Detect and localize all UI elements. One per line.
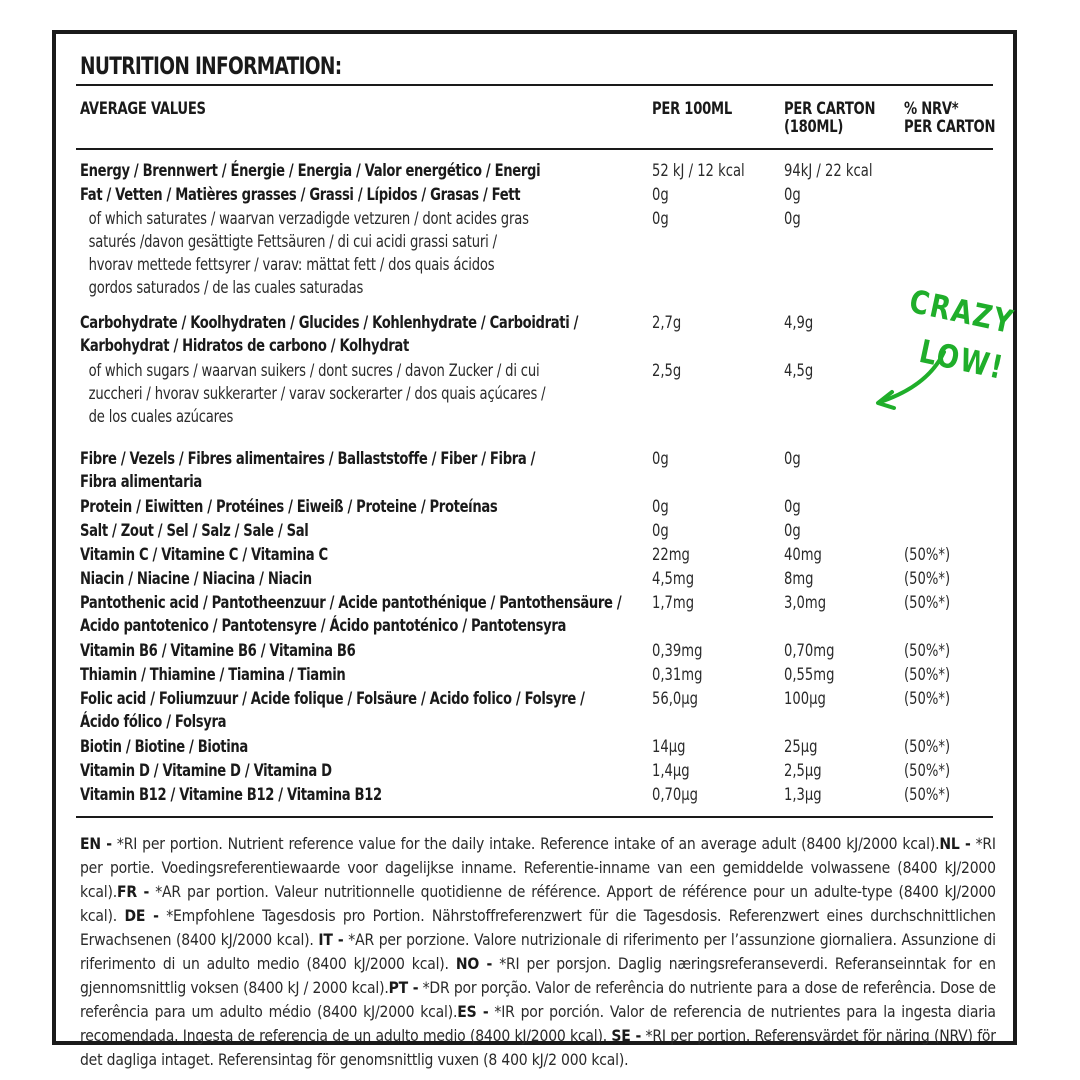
value-per-100ml: 0g [652,185,669,205]
nutrient-name-line: Fat / Vetten / Matières grasses / Grassi / Lípidos / Grasas / Fett [80,185,521,205]
value-per-100ml: 0g [652,449,669,469]
nutrient-name-line: Folic acid / Foliumzuur / Acide folique / Folsäure / Acido folico / Folsyre / [80,689,585,709]
value-per-100ml: 2,5g [652,361,682,381]
value-per-carton: 100µg [784,689,826,709]
nutrient-name-line: Karbohydrat / Hidratos de carbono / Kolhydrat [80,336,409,356]
value-per-carton: 2,5µg [784,761,822,781]
nutrient-name [80,520,596,543]
value-per-100ml: 22mg [652,545,690,565]
header-per-carton: PER CARTON (180ML) [784,99,876,137]
nutrient-name-line: Pantothenic acid / Pantotheenzuur / Acide pantothénique / Pantothensäure / [80,593,622,613]
callout-arrow-icon [856,256,1036,416]
nutrient-name-line: of which saturates / waarvan verzadigde vetzuren / dont acides gras [88,209,529,229]
nutrient-name-line: Fibra alimentaria [80,472,202,492]
value-per-carton: 94kJ / 22 kcal [784,161,873,181]
footnote-text: *AR par portion. Valeur nutritionnelle quotidienne de référence. Apport de référence pour un adulte-type (8400 kJ/2000 kcal). [80,882,996,925]
nutrient-name [80,496,596,519]
nutrient-name-line: Vitamin B12 / Vitamine B12 / Vitamina B12 [80,785,382,805]
nutrient-name [80,664,596,687]
footnote-text: *DR por porção. Valor de referência do nutriente para a dose de referência. Dose de referência para um adulto médio (8400 kJ/2000 kcal). [80,978,996,1021]
value-per-carton: 4,5g [784,361,814,381]
nutrient-name [80,312,596,358]
value-nrv: (50%*) [904,545,951,565]
nutrient-name [80,360,605,429]
nutrient-name [80,688,596,734]
value-nrv: (50%*) [904,689,951,709]
nutrient-name-line: saturés /davon gesättigte Fettsäuren / di cui acidi grassi saturi / [88,232,497,252]
panel-title: NUTRITION INFORMATION: [80,52,342,80]
footnotes [80,832,996,1072]
value-per-100ml: 0g [652,209,669,229]
footnote-lang-code: NL - [939,834,971,853]
value-per-carton: 0g [784,209,801,229]
value-per-carton: 4,9g [784,313,814,333]
nutrient-name-line: Carbohydrate / Koolhydraten / Glucides / Kohlenhydrate / Carboidrati / [80,313,579,333]
nutrient-name-line: Vitamin B6 / Vitamine B6 / Vitamina B6 [80,641,356,661]
nutrient-name [80,184,596,207]
value-nrv: (50%*) [904,785,951,805]
nutrient-name [80,592,622,638]
footnote-text: *RI per portie. Voedingsreferentiewaarde voor dagelijkse inname. Referentie-inname van een gemiddelde volwassene (8400 kJ/2000 kcal). [80,834,996,901]
header-nrv: % NRV* PER CARTON [904,99,996,137]
footnote-text: *AR per porzione. Valore nutrizionale di riferimento per l’assunzione giornaliera. Assunzione di riferimento di un adulto medio (8400 kJ/2000 kcal). [80,930,996,973]
nutrient-name-line: Energy / Brennwert / Énergie / Energia / Valor energético / Energi [80,161,541,181]
footnote-lang-code: PT - [388,978,419,997]
nutrient-name-line: Thiamin / Thiamine / Tiamina / Tiamin [80,665,346,685]
value-per-100ml: 0g [652,497,669,517]
nutrient-name-line: de los cuales azúcares [88,407,234,427]
footnote-text: *IR por porción. Valor de referencia de nutrientes para la ingesta diaria recomendada. Ingesta de referencia de un adulto medio (8400 kJ/2000 kcal). [80,1002,996,1045]
footnote-lang-code: ES - [457,1002,489,1021]
value-per-100ml: 0,70µg [652,785,698,805]
value-nrv: (50%*) [904,737,951,757]
nutrient-name [80,640,596,663]
value-per-100ml: 2,7g [652,313,682,333]
nutrient-name [80,760,596,783]
nutrient-name-line: Niacin / Niacine / Niacina / Niacin [80,569,312,589]
footnote-lang-code: SE - [611,1026,642,1045]
divider-footnotes [76,816,993,818]
value-per-100ml: 56,0µg [652,689,698,709]
footnote-text: *RI per portion. Nutrient reference value for the daily intake. Reference intake of an average adult (8400 kJ/2000 kcal). [111,834,940,853]
value-per-carton: 1,3µg [784,785,822,805]
nutrient-name-line: Vitamin D / Vitamine D / Vitamina D [80,761,332,781]
value-per-100ml: 0g [652,521,669,541]
nutrient-name-line: of which sugars / waarvan suikers / dont sucres / davon Zucker / di cui [88,361,540,381]
value-per-carton: 40mg [784,545,822,565]
value-per-carton: 3,0mg [784,593,827,613]
nutrient-name [80,784,596,807]
callout-line1: CRAZY [906,282,1018,342]
value-per-100ml: 4,5mg [652,569,695,589]
value-nrv: (50%*) [904,761,951,781]
nutrient-name [80,568,596,591]
footnote-lang-code: DE - [124,906,159,925]
nutrient-name-line: Protein / Eiwitten / Protéines / Eiweiß / Proteine / Proteínas [80,497,498,517]
nutrient-name-line: Biotin / Biotine / Biotina [80,737,248,757]
nutrient-name-line: Fibre / Vezels / Fibres alimentaires / Ballaststoffe / Fiber / Fibra / [80,449,536,469]
footnote-text: *Empfohlene Tagesdosis pro Portion. Nährstoffreferenzwert für die Tagesdosis. Referenzwert eines durchschnittlichen Erwachsenen (8400 kJ/2000 kcal). [80,906,996,949]
header-per-100ml: PER 100ML [652,99,732,119]
nutrient-name [80,448,596,494]
value-per-carton: 0g [784,497,801,517]
value-per-carton: 8mg [784,569,814,589]
footnote-text: *RI per porsjon. Daglig næringsreferanseverdi. Referanseinntak for en gjennomsnittlig voksen (8400 kJ / 2000 kcal). [80,954,996,997]
nutrient-name [80,208,605,300]
nutrition-panel [52,30,1018,1069]
value-per-carton: 0g [784,185,801,205]
value-per-carton: 25µg [784,737,818,757]
nutrient-name-line: gordos saturados / de las cuales saturadas [88,278,364,298]
nutrient-name-line: Acido pantotenico / Pantotensyre / Ácido pantoténico / Pantotensyra [80,616,567,636]
footnote-lang-code: IT - [318,930,344,949]
value-per-100ml: 0,31mg [652,665,703,685]
nutrient-name-line: Vitamin C / Vitamine C / Vitamina C [80,545,328,565]
footnote-lang-code: FR - [116,882,150,901]
value-per-carton: 0g [784,449,801,469]
value-per-carton: 0,55mg [784,665,835,685]
nutrient-name [80,544,596,567]
value-per-100ml: 14µg [652,737,686,757]
value-per-carton: 0,70mg [784,641,835,661]
value-per-100ml: 1,4µg [652,761,690,781]
callout-line2: LOW! [916,332,1008,387]
divider-top [76,84,993,86]
value-nrv: (50%*) [904,569,951,589]
nutrient-name-line: Salt / Zout / Sel / Salz / Sale / Sal [80,521,309,541]
footnote-lang-code: EN - [80,834,112,853]
nutrient-name-line: hvorav mettede fettsyrer / varav: mättat fett / dos quais ácidos [88,255,495,275]
divider-header [76,148,993,150]
value-per-100ml: 52 kJ / 12 kcal [652,161,745,181]
value-nrv: (50%*) [904,593,951,613]
crazy-low-callout [856,256,1036,416]
value-per-100ml: 0,39mg [652,641,703,661]
header-average-values: AVERAGE VALUES [80,99,206,119]
value-per-carton: 0g [784,521,801,541]
nutrient-name [80,160,596,183]
nutrient-name-line: Ácido fólico / Folsyra [80,712,227,732]
value-nrv: (50%*) [904,665,951,685]
value-per-100ml: 1,7mg [652,593,695,613]
footnote-text: *RI per portion. Referensvärdet för näring (NRV) för det dagliga intaget. Referensintag för genomsnittlig vuxen (8 400 kJ/2 000 kcal). [80,1026,996,1069]
nutrient-name-line: zuccheri / hvorav sukkerarter / varav sockerarter / dos quais açúcares / [88,384,546,404]
nutrient-name [80,736,596,759]
footnote-lang-code: NO - [455,954,493,973]
value-nrv: (50%*) [904,641,951,661]
